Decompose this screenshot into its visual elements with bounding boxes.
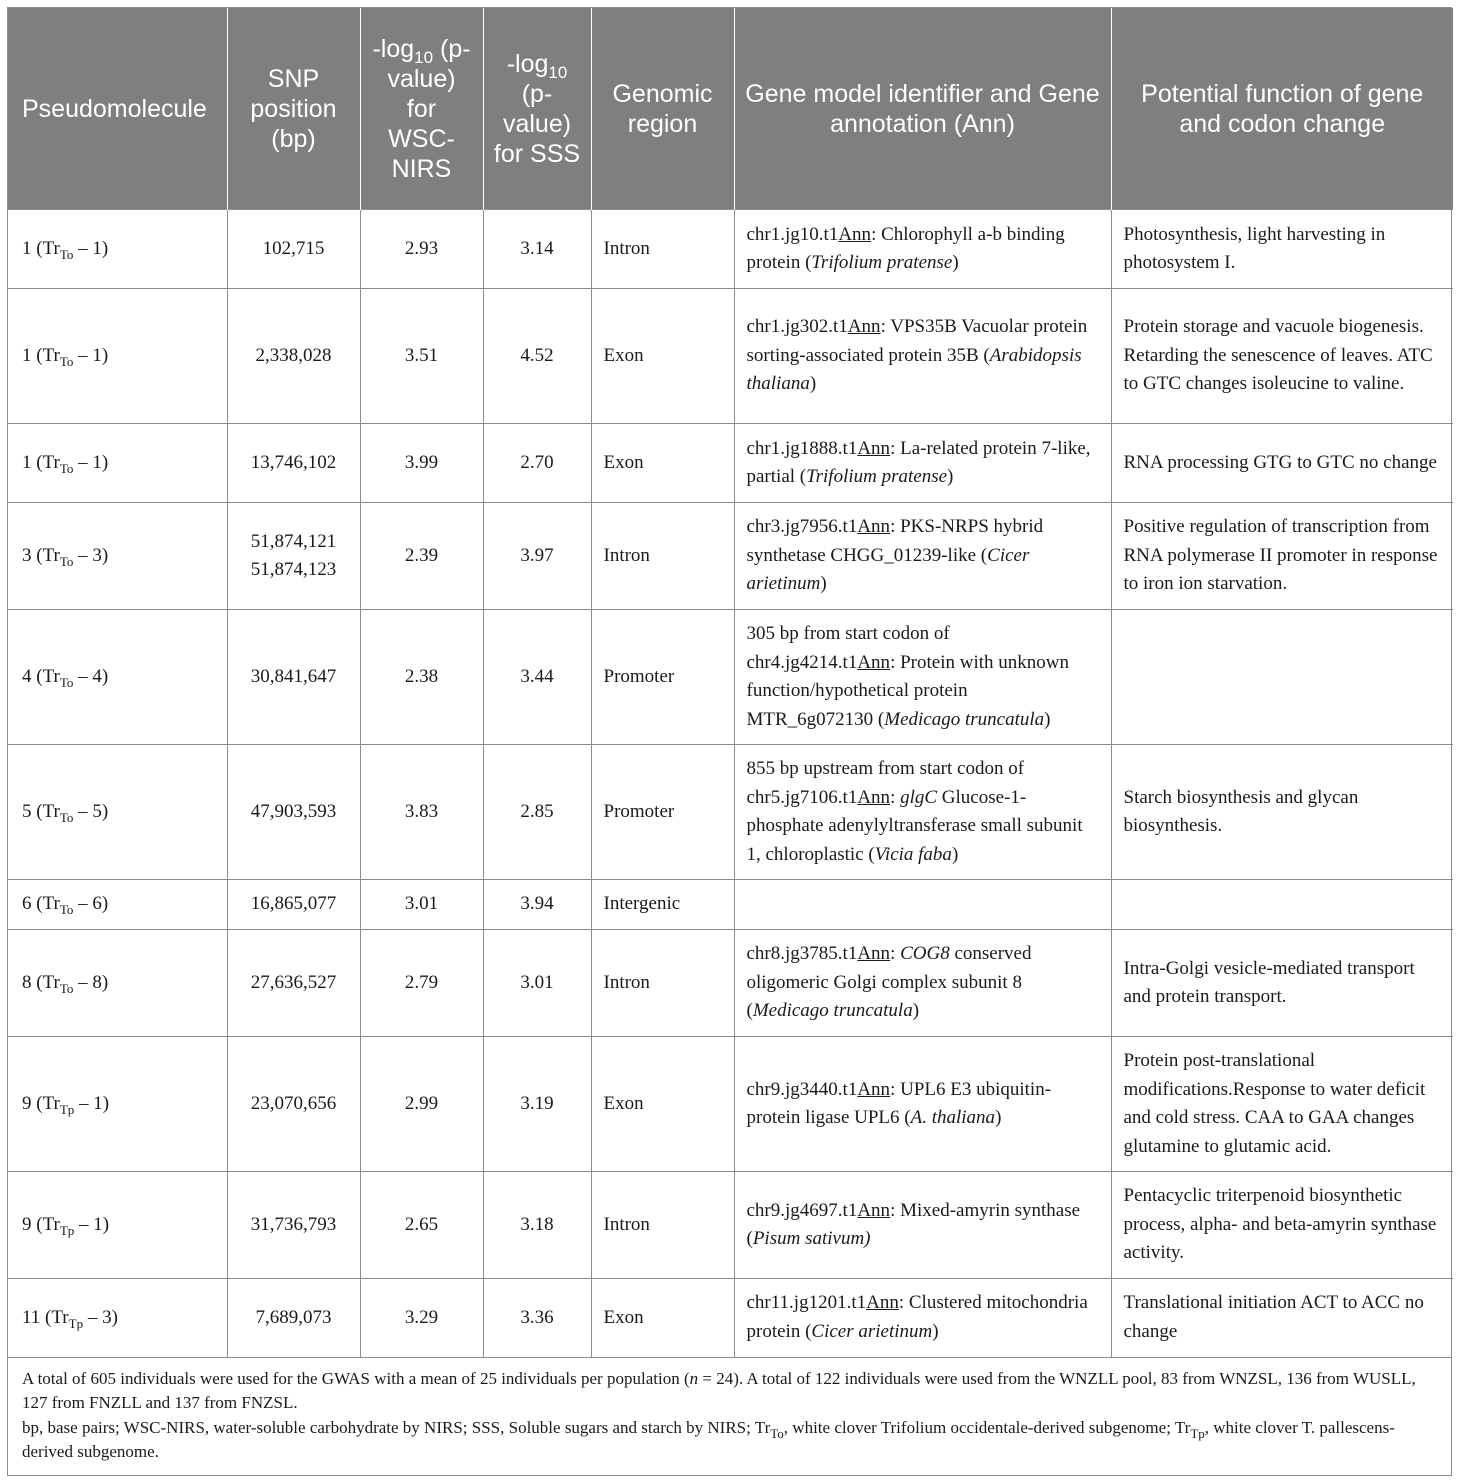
cell-function: Protein storage and vacuole biogenesis. Retarding the senescence of leaves. ATC to GTC changes isoleucine to valine. — [1111, 289, 1453, 424]
cell-gene-annotation: chr1.jg302.t1Ann: VPS35B Vacuolar protein sorting-associated protein 35B (Arabidopsis thaliana) — [734, 289, 1111, 424]
cell-gene-annotation — [734, 880, 1111, 930]
table-row — [8, 610, 1453, 745]
cell-genomic-region: Intergenic — [591, 880, 734, 930]
cell-wsc-nirs: 3.83 — [360, 745, 483, 880]
cell-genomic-region: Promoter — [591, 745, 734, 880]
cell-gene-annotation: chr1.jg10.t1Ann: Chlorophyll a-b binding protein (Trifolium pratense) — [734, 210, 1111, 289]
header-wsc-suffix: (p-value) for WSC-NIRS — [387, 34, 471, 183]
cell-wsc-nirs: 2.99 — [360, 1037, 483, 1172]
table-row — [8, 503, 1453, 610]
header-wsc-log-sub: 10 — [414, 47, 434, 67]
cell-function: RNA processing GTG to GTC no change — [1111, 424, 1453, 503]
cell-function: Intra-Golgi vesicle-mediated transport and protein transport. — [1111, 930, 1453, 1037]
cell-wsc-nirs: 2.93 — [360, 210, 483, 289]
cell-genomic-region: Intron — [591, 503, 734, 610]
cell-pseudomolecule: 11 $(Tr_{Tp} - 3)$ — [8, 1279, 227, 1357]
cell-snp-position: 30,841,647 — [227, 610, 360, 745]
cell-genomic-region: Exon — [591, 1279, 734, 1357]
cell-function: Translational initiation ACT to ACC no change — [1111, 1279, 1453, 1357]
cell-snp-position: 2,338,028 — [227, 289, 360, 424]
cell-pseudomolecule: 5 $(Tr_{To} - 5)$ — [8, 745, 227, 880]
table-row — [8, 745, 1453, 880]
cell-gene-annotation: chr11.jg1201.t1Ann: Clustered mitochondria protein (Cicer arietinum) — [734, 1279, 1111, 1357]
cell-sss: 4.52 — [483, 289, 591, 424]
cell-sss: 2.85 — [483, 745, 591, 880]
cell-sss: 2.70 — [483, 424, 591, 503]
header-sss-suffix: (p-value) for SSS — [493, 79, 581, 168]
table-row — [8, 289, 1453, 424]
table-row — [8, 930, 1453, 1037]
cell-sss: 3.97 — [483, 503, 591, 610]
results-table-container — [7, 7, 1452, 1476]
header-wsc-nirs — [360, 8, 483, 210]
cell-snp-position: 31,736,793 — [227, 1172, 360, 1279]
footnote-line-2: bp, base pairs; WSC-NIRS, water-soluble carbohydrate by NIRS; SSS, Soluble sugars and starch by NIRS; $Tr_{To}$, white clover Trifolium occidentale-derived subgenome; $Tr_{Tp}$, white clover T. pallescens-derived subgenome. — [22, 1417, 1395, 1461]
cell-function — [1111, 880, 1453, 930]
cell-genomic-region: Intron — [591, 1172, 734, 1279]
cell-pseudomolecule: 6 $(Tr_{To} - 6)$ — [8, 880, 227, 930]
table-row — [8, 210, 1453, 289]
cell-snp-position: 7,689,073 — [227, 1279, 360, 1357]
cell-sss: 3.01 — [483, 930, 591, 1037]
cell-sss: 3.18 — [483, 1172, 591, 1279]
cell-snp-position: 13,746,102 — [227, 424, 360, 503]
table-footnote — [8, 1357, 1451, 1465]
header-genomic-region: Genomic region — [591, 8, 734, 210]
cell-function: Photosynthesis, light harvesting in photosystem I. — [1111, 210, 1453, 289]
cell-wsc-nirs: 3.51 — [360, 289, 483, 424]
cell-genomic-region: Exon — [591, 289, 734, 424]
cell-snp-position: 16,865,077 — [227, 880, 360, 930]
cell-function: Protein post-translational modifications.Response to water deficit and cold stress. CAA to GAA changes glutamine to glutamic acid. — [1111, 1037, 1453, 1172]
cell-snp-position: 51,874,121 51,874,123 — [227, 503, 360, 610]
cell-sss: 3.44 — [483, 610, 591, 745]
cell-wsc-nirs: 3.29 — [360, 1279, 483, 1357]
cell-pseudomolecule: 9 $(Tr_{Tp} - 1)$ — [8, 1172, 227, 1279]
cell-gene-annotation: chr9.jg3440.t1Ann: UPL6 E3 ubiquitin-protein ligase UPL6 (A. thaliana) — [734, 1037, 1111, 1172]
header-function: Potential function of gene and codon change — [1111, 8, 1453, 210]
cell-gene-annotation: 305 bp from start codon of chr4.jg4214.t1Ann: Protein with unknown function/hypothetical protein MTR_6g072130 (Medicago truncatula) — [734, 610, 1111, 745]
cell-wsc-nirs: 3.99 — [360, 424, 483, 503]
table-row — [8, 1279, 1453, 1357]
cell-function — [1111, 610, 1453, 745]
cell-sss: 3.14 — [483, 210, 591, 289]
cell-genomic-region: Promoter — [591, 610, 734, 745]
table-row — [8, 880, 1453, 930]
table-row — [8, 1172, 1453, 1279]
header-wsc-log: -log — [372, 34, 415, 63]
cell-genomic-region: Exon — [591, 424, 734, 503]
footnote-line-1: A total of 605 individuals were used for the GWAS with a mean of 25 individuals per population (n = 24). A total of 122 individuals were used from the WNZLL pool, 83 from WNZSL, 136 from WUSLL, 127 from FNZLL and 137 from FNZSL. — [22, 1368, 1416, 1412]
table-body — [8, 210, 1453, 1357]
cell-sss: 3.36 — [483, 1279, 591, 1357]
header-pseudomolecule: Pseudomolecule — [8, 8, 227, 210]
table-row — [8, 1037, 1453, 1172]
cell-function: Positive regulation of transcription from RNA polymerase II promoter in response to iron ion starvation. — [1111, 503, 1453, 610]
cell-genomic-region: Intron — [591, 930, 734, 1037]
cell-pseudomolecule: 1 $(Tr_{To} - 1)$ — [8, 424, 227, 503]
cell-snp-position: 23,070,656 — [227, 1037, 360, 1172]
cell-genomic-region: Intron — [591, 210, 734, 289]
cell-function: Starch biosynthesis and glycan biosynthesis. — [1111, 745, 1453, 880]
header-gene-model: Gene model identifier and Gene annotation (Ann) — [734, 8, 1111, 210]
header-row — [8, 8, 1453, 210]
cell-sss: 3.19 — [483, 1037, 591, 1172]
cell-pseudomolecule: 9 $(Tr_{Tp} - 1)$ — [8, 1037, 227, 1172]
gwas-results-table — [8, 8, 1453, 1357]
cell-snp-position: 27,636,527 — [227, 930, 360, 1037]
cell-gene-annotation: chr9.jg4697.t1Ann: Mixed-amyrin synthase (Pisum sativum) — [734, 1172, 1111, 1279]
cell-wsc-nirs: 2.38 — [360, 610, 483, 745]
cell-genomic-region: Exon — [591, 1037, 734, 1172]
cell-sss: 3.94 — [483, 880, 591, 930]
table-row — [8, 424, 1453, 503]
cell-pseudomolecule: 1 $(Tr_{To} - 1)$ — [8, 210, 227, 289]
header-sss-log: -log — [506, 49, 549, 78]
cell-gene-annotation: chr1.jg1888.t1Ann: La-related protein 7-like, partial (Trifolium pratense) — [734, 424, 1111, 503]
cell-gene-annotation: chr8.jg3785.t1Ann: COG8 conserved oligomeric Golgi complex subunit 8 (Medicago truncatula) — [734, 930, 1111, 1037]
cell-pseudomolecule: 4 $(Tr_{To} - 4)$ — [8, 610, 227, 745]
cell-wsc-nirs: 2.79 — [360, 930, 483, 1037]
cell-snp-position: 47,903,593 — [227, 745, 360, 880]
cell-wsc-nirs: 3.01 — [360, 880, 483, 930]
cell-pseudomolecule: 1 $(Tr_{To} - 1)$ — [8, 289, 227, 424]
cell-snp-position: 102,715 — [227, 210, 360, 289]
header-snp-position: SNP position (bp) — [227, 8, 360, 210]
cell-wsc-nirs: 2.65 — [360, 1172, 483, 1279]
cell-gene-annotation: chr3.jg7956.t1Ann: PKS-NRPS hybrid synthetase CHGG_01239-like (Cicer arietinum) — [734, 503, 1111, 610]
cell-pseudomolecule: 3 $(Tr_{To} - 3)$ — [8, 503, 227, 610]
cell-gene-annotation: 855 bp upstream from start codon of chr5.jg7106.t1Ann: glgC Glucose-1-phosphate adenylyltransferase small subunit 1, chloroplastic (Vicia faba) — [734, 745, 1111, 880]
cell-wsc-nirs: 2.39 — [360, 503, 483, 610]
header-sss-log-sub: 10 — [548, 62, 568, 82]
cell-function: Pentacyclic triterpenoid biosynthetic process, alpha- and beta-amyrin synthase activity. — [1111, 1172, 1453, 1279]
header-sss — [483, 8, 591, 210]
cell-pseudomolecule: 8 $(Tr_{To} - 8)$ — [8, 930, 227, 1037]
